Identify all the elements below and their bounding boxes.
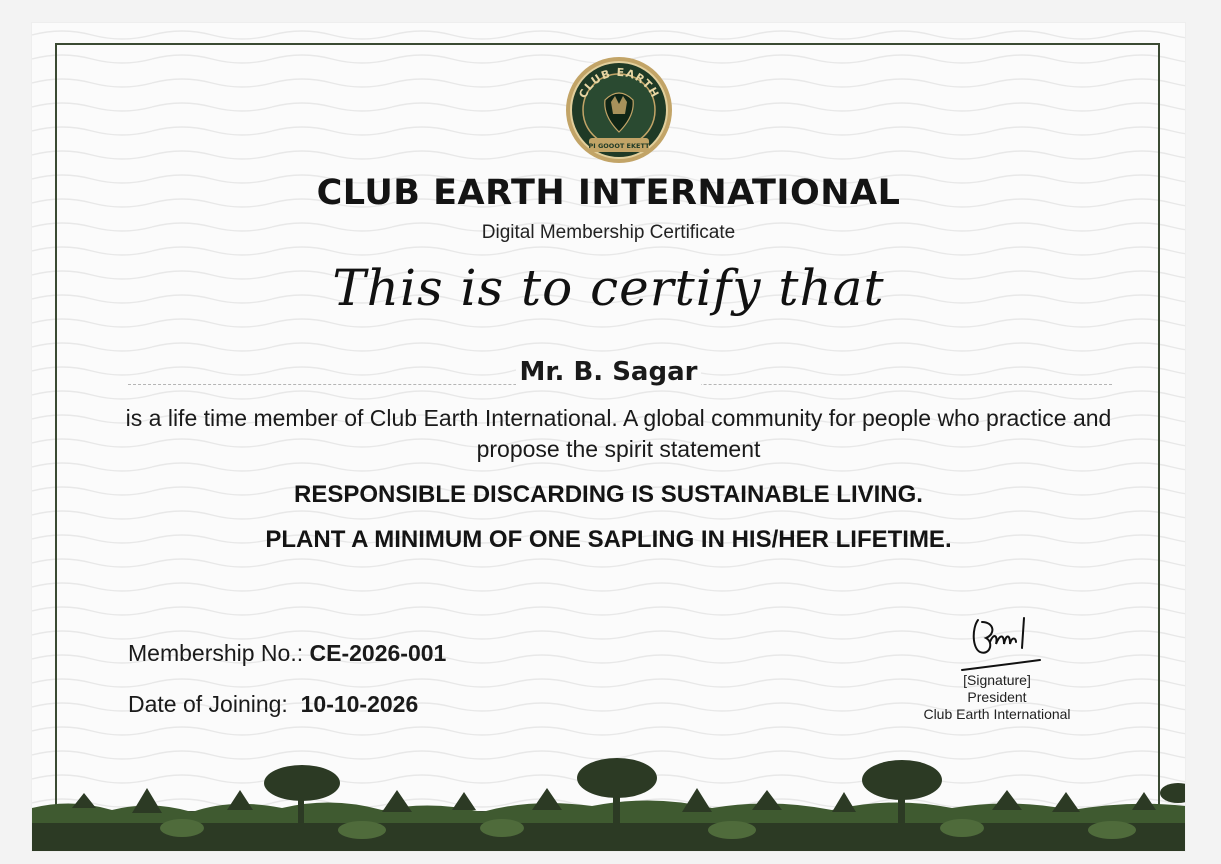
membership-number-value: CE-2026-001 bbox=[309, 640, 447, 666]
member-name bbox=[32, 357, 1185, 387]
membership-description: is a life time member of Club Earth International. A global community for people who practice and propose the spirit statement bbox=[125, 405, 1112, 462]
spirit-statement-line-2: PLANT A MINIMUM OF ONE SAPLING IN HIS/HER LIFETIME. bbox=[265, 526, 952, 553]
date-of-joining-value: 10-10-2026 bbox=[300, 691, 419, 717]
handwritten-signature-image bbox=[942, 608, 1052, 672]
signatory-organization: Club Earth International bbox=[923, 706, 1071, 722]
certificate-subtitle: Digital Membership Certificate bbox=[481, 222, 736, 243]
spirit-statement-line-1: RESPONSIBLE DISCARDING IS SUSTAINABLE LIVING. bbox=[294, 481, 923, 508]
date-of-joining bbox=[128, 691, 418, 718]
svg-text:PI GOOOT EKETT: PI GOOOT EKETT bbox=[588, 142, 650, 150]
certificate-sheet bbox=[32, 23, 1185, 851]
signature-placeholder: [Signature] bbox=[963, 672, 1031, 688]
certify-heading: This is to certify that bbox=[332, 259, 885, 317]
date-of-joining-label: Date of Joining: bbox=[128, 691, 288, 717]
organization-title: CLUB EARTH INTERNATIONAL bbox=[316, 173, 901, 213]
membership-number bbox=[128, 640, 446, 667]
forest-silhouette-footer bbox=[32, 738, 1185, 851]
signatory-title: President bbox=[967, 689, 1027, 705]
svg-text:CLUB EARTH: CLUB EARTH bbox=[576, 65, 662, 101]
membership-number-label: Membership No.: bbox=[128, 640, 304, 666]
club-earth-seal-logo bbox=[565, 56, 673, 164]
member-name-text: Mr. B. Sagar bbox=[516, 357, 702, 387]
signature-block bbox=[912, 608, 1082, 723]
